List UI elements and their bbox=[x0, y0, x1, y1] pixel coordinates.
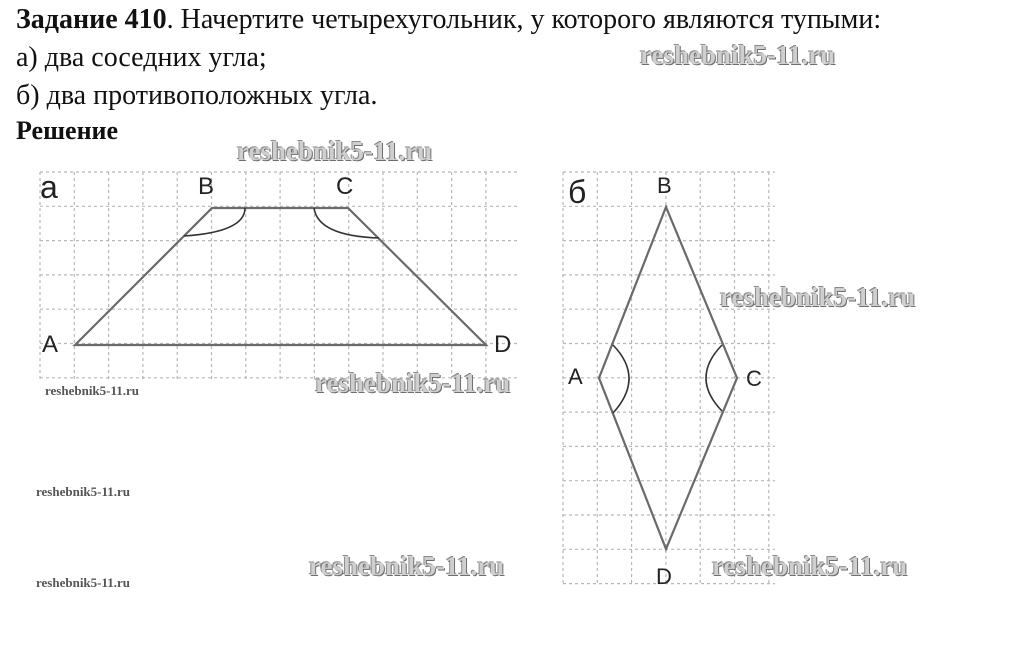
task-number: Задание 410 bbox=[16, 4, 167, 35]
task-item-b: б) два противоположных угла. bbox=[16, 80, 378, 111]
vertex-label-a-C: C bbox=[336, 173, 354, 200]
watermark-figure-a-top: reshebnik5-11.ru bbox=[237, 136, 433, 166]
angle-arc-c bbox=[314, 208, 379, 238]
angle-arc-a bbox=[613, 345, 629, 413]
panel-label-a: а bbox=[40, 169, 58, 205]
grid-b bbox=[563, 172, 775, 585]
vertex-label-a-D: D bbox=[494, 331, 512, 358]
grid-a bbox=[40, 172, 520, 380]
vertex-label-a-A: A bbox=[42, 331, 59, 358]
watermark-small-1: reshebnik5-11.ru bbox=[45, 383, 140, 398]
watermark-bottom-right: reshebnik5-11.ru bbox=[712, 551, 908, 581]
vertex-label-b-B: B bbox=[657, 173, 672, 198]
watermark-small-2: reshebnik5-11.ru bbox=[36, 484, 131, 499]
watermark-figure-b-right: reshebnik5-11.ru bbox=[720, 282, 916, 312]
vertex-label-b-C: C bbox=[746, 366, 762, 391]
vertex-label-b-A: A bbox=[568, 364, 583, 389]
angle-arc-b bbox=[184, 208, 245, 236]
watermark-small-3: reshebnik5-11.ru bbox=[36, 575, 131, 590]
task-statement: . Начертите четырехугольник, у которого являются тупыми: bbox=[166, 4, 882, 35]
panel-label-b: б bbox=[568, 174, 587, 210]
watermark-top-right: reshebnik5-11.ru bbox=[640, 40, 836, 70]
watermark-bottom-center: reshebnik5-11.ru bbox=[309, 551, 505, 581]
vertex-label-b-D: D bbox=[656, 564, 672, 589]
watermark-center: reshebnik5-11.ru bbox=[315, 368, 511, 398]
vertex-label-a-B: B bbox=[198, 173, 215, 200]
solution-heading: Решение bbox=[16, 116, 119, 145]
task-item-a: а) два соседних угла; bbox=[16, 42, 267, 73]
